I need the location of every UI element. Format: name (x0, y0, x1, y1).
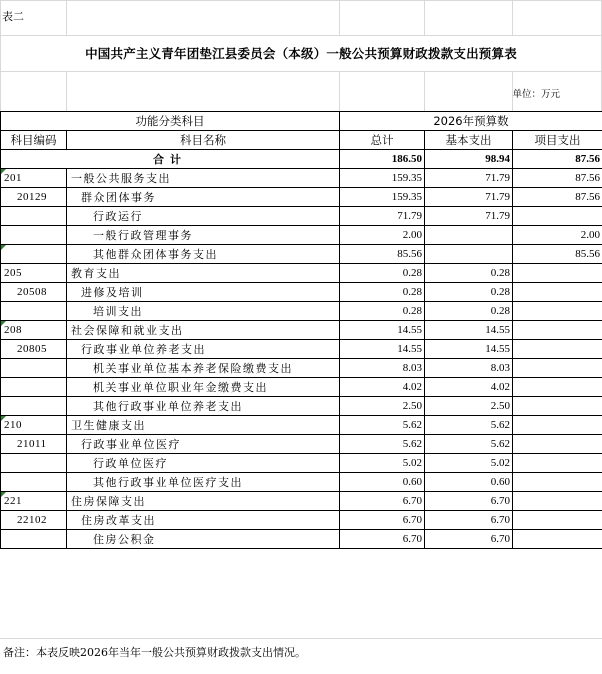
row-project (513, 283, 602, 302)
total-label: 合计 (1, 150, 340, 169)
row-name: 行政运行 (67, 207, 340, 226)
row-code: 22102 (1, 511, 67, 530)
row-code (1, 207, 67, 226)
unit-label: 单位：万元 (512, 89, 560, 100)
row-basic: 0.28 (425, 283, 513, 302)
row-total: 2.00 (340, 226, 425, 245)
table-body (1, 150, 602, 549)
row-name: 住房公积金 (67, 530, 340, 549)
row-basic: 4.02 (425, 378, 513, 397)
row-project (513, 378, 602, 397)
total-row (1, 150, 602, 169)
row-name: 住房保障支出 (67, 492, 340, 511)
table-row (1, 473, 602, 492)
row-total: 4.02 (340, 378, 425, 397)
row-total: 0.28 (340, 264, 425, 283)
row-project (513, 264, 602, 283)
row-total: 71.79 (340, 207, 425, 226)
row-total: 5.62 (340, 416, 425, 435)
table-row (1, 283, 602, 302)
row-name: 教育支出 (67, 264, 340, 283)
row-project (513, 207, 602, 226)
row-basic: 0.28 (425, 264, 513, 283)
row-name: 一般公共服务支出 (67, 169, 340, 188)
total-project: 87.56 (513, 150, 602, 169)
table-row (1, 188, 602, 207)
row-basic: 6.70 (425, 530, 513, 549)
cell-comment-marker-icon (1, 169, 6, 174)
row-name: 群众团体事务 (67, 188, 340, 207)
table-row (1, 454, 602, 473)
row-name: 进修及培训 (67, 283, 340, 302)
row-total: 159.35 (340, 188, 425, 207)
row-total: 8.03 (340, 359, 425, 378)
row-basic: 5.62 (425, 435, 513, 454)
row-total: 6.70 (340, 530, 425, 549)
row-project (513, 492, 602, 511)
row-code: 201 (1, 169, 67, 188)
row-basic (425, 226, 513, 245)
page-title: 中国共产主义青年团垫江县委员会（本级）一般公共预算财政拨款支出预算表 (85, 46, 517, 61)
row-name: 其他群众团体事务支出 (67, 245, 340, 264)
row-basic: 8.03 (425, 359, 513, 378)
row-project (513, 321, 602, 340)
row-code (1, 378, 67, 397)
table-row (1, 416, 602, 435)
row-code (1, 530, 67, 549)
sheet-label: 表二 (2, 10, 24, 23)
row-code: 205 (1, 264, 67, 283)
row-project (513, 473, 602, 492)
table-row (1, 435, 602, 454)
row-total: 0.60 (340, 473, 425, 492)
table-row (1, 492, 602, 511)
row-name: 行政事业单位养老支出 (67, 340, 340, 359)
row-name: 机关事业单位基本养老保险缴费支出 (67, 359, 340, 378)
row-project (513, 454, 602, 473)
row-name: 一般行政管理事务 (67, 226, 340, 245)
row-project (513, 511, 602, 530)
row-basic: 2.50 (425, 397, 513, 416)
row-code: 20129 (1, 188, 67, 207)
row-basic: 0.60 (425, 473, 513, 492)
row-code (1, 473, 67, 492)
note-divider (0, 638, 602, 639)
row-project: 87.56 (513, 188, 602, 207)
row-project (513, 302, 602, 321)
row-code: 20508 (1, 283, 67, 302)
row-basic: 0.28 (425, 302, 513, 321)
header-total: 总计 (340, 131, 425, 150)
table-row (1, 359, 602, 378)
row-basic: 6.70 (425, 511, 513, 530)
row-name: 行政单位医疗 (67, 454, 340, 473)
row-project (513, 397, 602, 416)
cell-comment-marker-icon (1, 245, 6, 250)
row-name: 卫生健康支出 (67, 416, 340, 435)
table-row (1, 264, 602, 283)
row-name: 其他行政事业单位养老支出 (67, 397, 340, 416)
row-name: 社会保障和就业支出 (67, 321, 340, 340)
row-project (513, 416, 602, 435)
row-basic (425, 245, 513, 264)
row-basic: 14.55 (425, 321, 513, 340)
cell-comment-marker-icon (1, 321, 6, 326)
cell-comment-marker-icon (1, 416, 6, 421)
row-basic: 14.55 (425, 340, 513, 359)
row-name: 机关事业单位职业年金缴费支出 (67, 378, 340, 397)
cell-comment-marker-icon (1, 492, 6, 497)
header-code: 科目编码 (1, 131, 67, 150)
row-project (513, 359, 602, 378)
row-basic: 71.79 (425, 188, 513, 207)
row-code: 210 (1, 416, 67, 435)
table-row (1, 226, 602, 245)
row-basic: 6.70 (425, 492, 513, 511)
table-row (1, 530, 602, 549)
table-row (1, 378, 602, 397)
table-row (1, 169, 602, 188)
row-total: 0.28 (340, 302, 425, 321)
table-row (1, 397, 602, 416)
total-sum: 186.50 (340, 150, 425, 169)
footnote: 备注：本表反映2026年当年一般公共预算财政拨款支出情况。 (3, 646, 306, 659)
row-project (513, 435, 602, 454)
header-category: 功能分类科目 (1, 112, 340, 131)
row-name: 培训支出 (67, 302, 340, 321)
row-total: 0.28 (340, 283, 425, 302)
header-name: 科目名称 (67, 131, 340, 150)
row-code: 20805 (1, 340, 67, 359)
row-code (1, 359, 67, 378)
table-row (1, 511, 602, 530)
row-project: 87.56 (513, 169, 602, 188)
row-code (1, 454, 67, 473)
table-row (1, 302, 602, 321)
row-code: 221 (1, 492, 67, 511)
row-basic: 5.62 (425, 416, 513, 435)
row-total: 85.56 (340, 245, 425, 264)
row-total: 159.35 (340, 169, 425, 188)
row-code: 208 (1, 321, 67, 340)
row-project: 2.00 (513, 226, 602, 245)
header-project: 项目支出 (513, 131, 602, 150)
row-code (1, 397, 67, 416)
row-total: 5.02 (340, 454, 425, 473)
row-total: 6.70 (340, 511, 425, 530)
row-total: 2.50 (340, 397, 425, 416)
row-project (513, 340, 602, 359)
row-name: 住房改革支出 (67, 511, 340, 530)
table-row (1, 340, 602, 359)
row-total: 14.55 (340, 321, 425, 340)
total-basic: 98.94 (425, 150, 513, 169)
row-project: 85.56 (513, 245, 602, 264)
row-total: 6.70 (340, 492, 425, 511)
budget-table (0, 111, 602, 549)
table-row (1, 207, 602, 226)
header-basic: 基本支出 (425, 131, 513, 150)
row-basic: 71.79 (425, 169, 513, 188)
row-project (513, 530, 602, 549)
table-row (1, 245, 602, 264)
row-code (1, 226, 67, 245)
table-row (1, 321, 602, 340)
row-code: 21011 (1, 435, 67, 454)
row-code (1, 245, 67, 264)
row-basic: 5.02 (425, 454, 513, 473)
row-total: 14.55 (340, 340, 425, 359)
row-name: 其他行政事业单位医疗支出 (67, 473, 340, 492)
row-name: 行政事业单位医疗 (67, 435, 340, 454)
row-code (1, 302, 67, 321)
row-basic: 71.79 (425, 207, 513, 226)
row-total: 5.62 (340, 435, 425, 454)
header-budget-year: 2026年预算数 (340, 112, 602, 131)
